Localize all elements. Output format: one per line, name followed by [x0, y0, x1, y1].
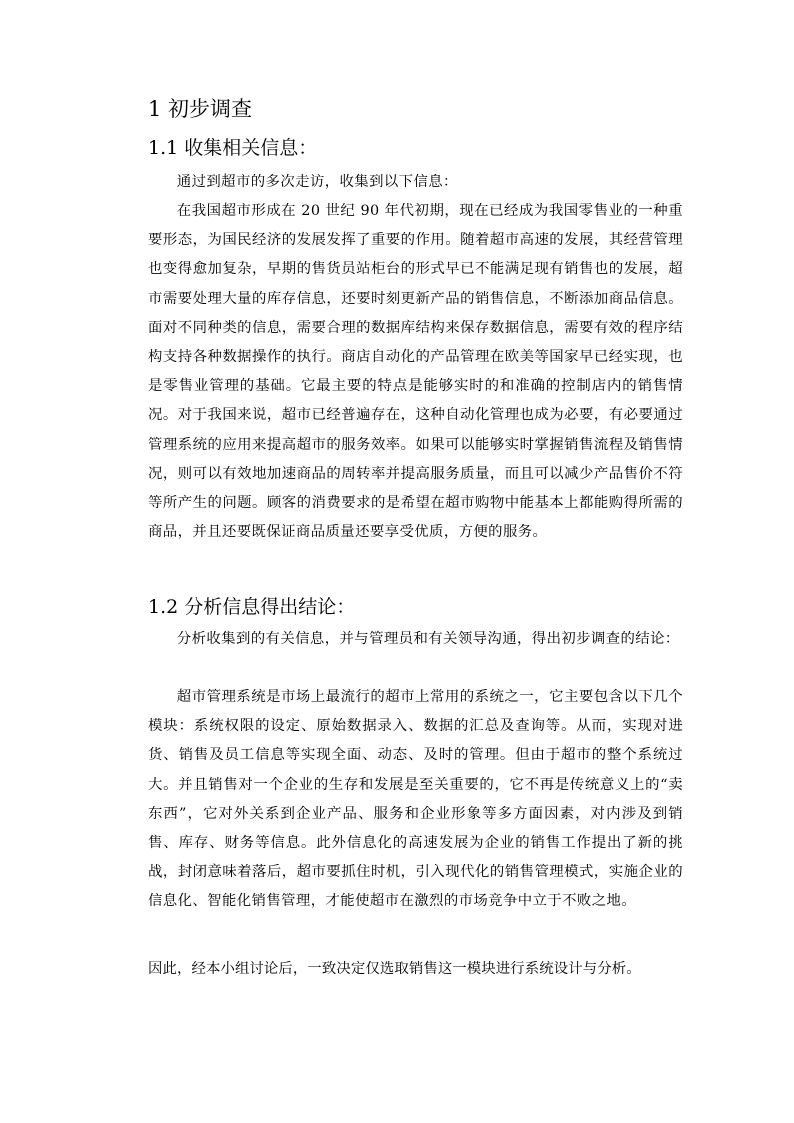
- paragraph-background: [148, 197, 683, 547]
- paragraph-analysis-intro: [148, 625, 683, 654]
- paragraph-conclusion-text: 因此，经本小组讨论后，一致决定仅选取销售这一模块进行系统设计与分析。: [148, 961, 641, 977]
- paragraph-analysis-text: 超市管理系统是市场上最流行的超市上常用的系统之一，它主要包含以下几个模块：系统权限的设定、原始数据录入、数据的汇总及查询等。从而，实现对进货、销售及员工信息等实现全面、动态、及时的管理。但由于超市的整个系统过大。并且销售对一个企业的生存和发展是至关重要的，它不再是传统意义上的“卖东西”，它对外关系到企业产品、服务和企业形象等多方面因素，对内涉及到销售、库存、财务等信息。此外信息化的高速发展为企业的销售工作提出了新的挑战，封闭意味着落后，超市要抓住时机，引入现代化的销售管理模式，实施企业的信息化、智能化销售管理，才能使超市在激烈的市场竞争中立于不败之地。: [148, 689, 683, 910]
- paragraph-intro-text: 通过到超市的多次走访，收集到以下信息：: [176, 174, 458, 190]
- section-title: 1 初步调查: [148, 97, 253, 121]
- paragraph-analysis-intro-text: 分析收集到的有关信息，并与管理员和有关领导沟通，得出初步调查的结论：: [176, 631, 680, 647]
- subsection-heading-analysis: 1.2 分析信息得出结论：: [148, 596, 356, 618]
- paragraph-analysis: [148, 683, 683, 917]
- paragraph-intro: [148, 168, 683, 197]
- paragraph-background-text: 在我国超市形成在 20 世纪 90 年代初期，现在已经成为我国零售业的一种重要形态，为国民经济的发展发挥了重要的作用。随着超市高速的发展，其经营管理也变得愈加复杂，早期的售货员站柜台的形式早已不能满足现有销售也的发展，超市需要处理大量的库存信息，还要时刻更新产品的销售信息，不断添加商品信息。面对不同种类的信息，需要合理的数据库结构来保存数据信息，需要有效的程序结构支持各种数据操作的执行。商店自动化的产品管理在欧美等国家早已经实现，也是零售业管理的基础。它最主要的特点是能够实时的和准确的控制店内的销售情况。对于我国来说，超市已经普遍存在，这种自动化管理也成为必要，有必要通过管理系统的应用来提高超市的服务效率。如果可以能够实时掌握销售流程及销售情况，则可以有效地加速商品的周转率并提高服务质量，而且可以减少产品售价不符等所产生的问题。顾客的消费要求的是希望在超市购物中能基本上都能购得所需的商品，并且还要既保证商品质量还要享受优质，方便的服务。: [148, 203, 683, 541]
- paragraph-conclusion: [148, 955, 683, 984]
- subsection-heading-collect: 1.1 收集相关信息：: [148, 137, 318, 159]
